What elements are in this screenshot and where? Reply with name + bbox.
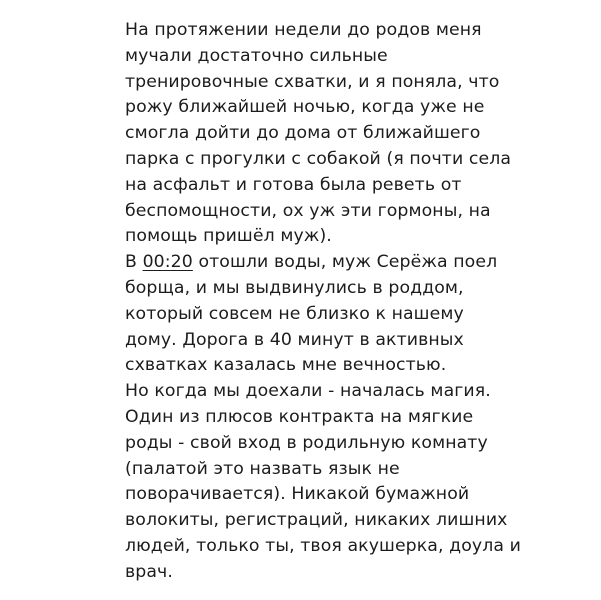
text-line: тренировочные схватки, и я поняла, что (125, 71, 500, 92)
text-line: беспомощности, ох уж эти гормоны, на (125, 200, 491, 221)
text-line: схватках казалась мне вечностью. (125, 355, 447, 376)
text-line: дому. Дорога в 40 минут в активных (125, 329, 464, 350)
text-line: (палатой это назвать язык не (125, 458, 400, 479)
text-line: волокиты, регистраций, никаких лишних (125, 510, 508, 531)
text-line: людей, только ты, твоя акушерка, доула и (125, 535, 521, 556)
text-line: мучали достаточно сильные (125, 45, 388, 66)
text-line: помощь пришёл муж). (125, 226, 332, 247)
text-line: рожу ближайшей ночью, когда уже не (125, 97, 485, 118)
text-line: который совсем не близко к нашему (125, 303, 464, 324)
text-line-with-time (125, 250, 545, 276)
text-line: Один из плюсов контракта на мягкие (125, 406, 474, 427)
text-line: смогла дойти до дома от ближайшего (125, 123, 481, 144)
text-line: роды - свой вход в родильную комнату (125, 432, 488, 453)
text-line: На протяжении недели до родов меня (125, 20, 482, 40)
text-line: Но когда мы доехали - началась магия. (125, 381, 491, 402)
note-text (125, 18, 545, 586)
time-link[interactable]: 00:20 (142, 252, 193, 273)
text-line: врач. (125, 561, 173, 582)
text-line: парка с прогулки с собакой (я почти села (125, 148, 512, 169)
text-line: на асфальт и готова была реветь от (125, 174, 462, 195)
text-line: поворачивается). Никакой бумажной (125, 484, 470, 505)
line-rest: отошли воды, муж Серёжа поел (198, 252, 498, 273)
text-line: борща, и мы выдвинулись в роддом, (125, 277, 464, 298)
line-prefix: В (125, 252, 137, 273)
